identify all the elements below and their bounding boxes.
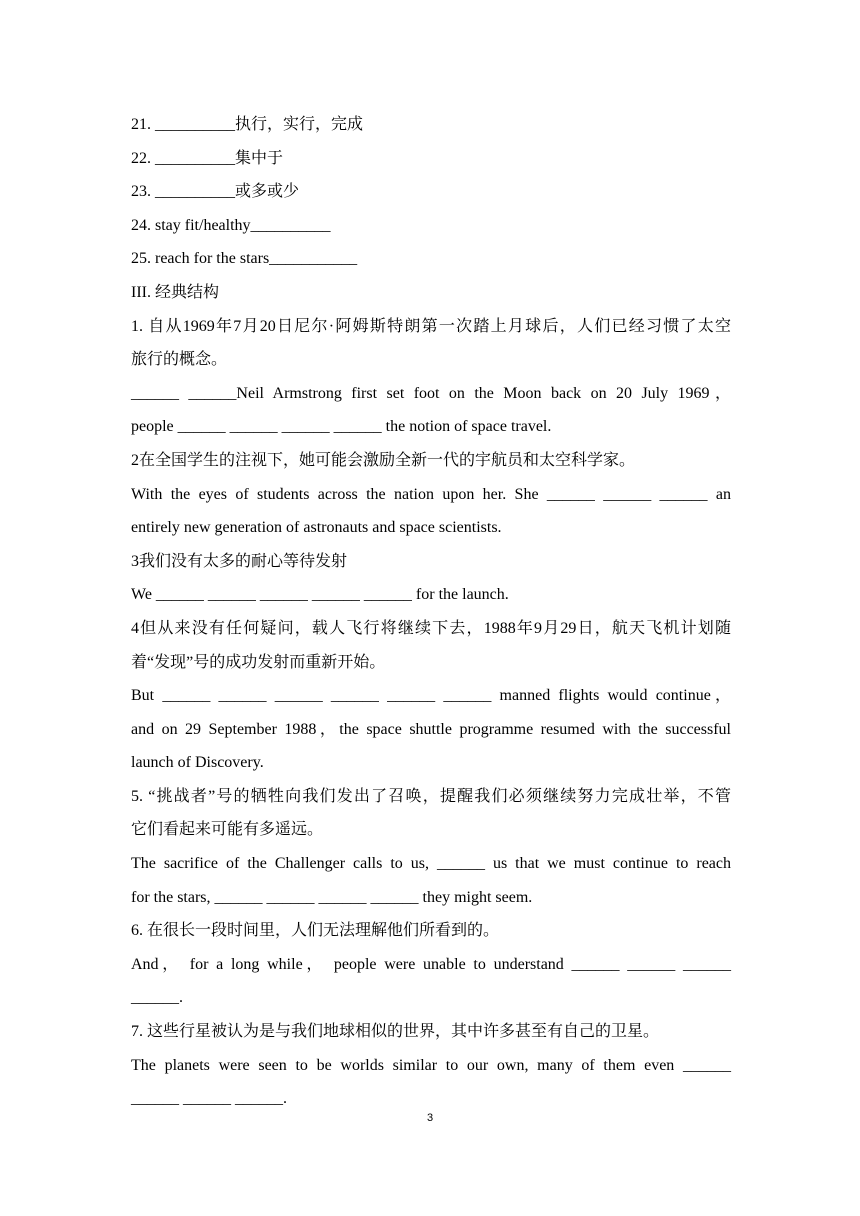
page-content bbox=[131, 108, 731, 1116]
item-2-chinese-line-1: 2在全国学生的注视下，她可能会激励全新一代的宇航员和太空科学家。 bbox=[131, 451, 636, 469]
item-6-chinese-line-1: 6. 在很长一段时间里，人们无法理解他们所看到的。 bbox=[131, 922, 500, 940]
item-4-chinese-line-2: 着“发现”号的成功发射而重新开始。 bbox=[131, 653, 386, 671]
item-5-chinese-line-2: 它们看起来可能有多遥远。 bbox=[131, 821, 324, 839]
item-1-english-line-2: people ______ ______ ______ ______ the notion of space travel. bbox=[131, 418, 552, 436]
vocab-item-22: 22. __________集中于 bbox=[131, 149, 284, 167]
item-7-english-line-2: ______ ______ ______. bbox=[131, 1090, 287, 1108]
item-5-english-line-1: The sacrifice of the Challenger calls to us, ______ us that we must continue to reach bbox=[131, 855, 731, 873]
item-2-english-line-2: entirely new generation of astronauts and space scientists. bbox=[131, 519, 502, 537]
item-6-english-line-2: ______. bbox=[131, 989, 183, 1007]
vocab-item-23: 23. __________或多或少 bbox=[131, 183, 300, 201]
item-3-english-line-1: We ______ ______ ______ ______ ______ for the launch. bbox=[131, 586, 509, 604]
section-heading: III. 经典结构 bbox=[131, 283, 219, 301]
vocab-item-25: 25. reach for the stars___________ bbox=[131, 250, 358, 268]
item-2-english-line-1: With the eyes of students across the nation upon her. She ______ ______ ______ an bbox=[131, 485, 731, 503]
item-4-chinese-line-1: 4但从来没有任何疑问，载人飞行将继续下去，1988年9月29日，航天飞机计划随 bbox=[131, 619, 731, 637]
page-number: 3 bbox=[426, 1112, 434, 1124]
vocab-item-24: 24. stay fit/healthy__________ bbox=[131, 216, 331, 234]
item-7-chinese-line-1: 7. 这些行星被认为是与我们地球相似的世界，其中许多甚至有自己的卫星。 bbox=[131, 1023, 660, 1041]
item-6-english-line-1: And， for a long while， people were unable to understand ______ ______ ______ bbox=[131, 955, 731, 973]
item-1-chinese-line-1: 1. 自从1969年7月20日尼尔·阿姆斯特朗第一次踏上月球后，人们已经习惯了太空 bbox=[131, 317, 731, 335]
item-5-chinese-line-1: 5. “挑战者”号的牺牲向我们发出了召唤，提醒我们必须继续努力完成壮举，不管 bbox=[131, 787, 731, 805]
item-1-chinese-line-2: 旅行的概念。 bbox=[131, 351, 228, 369]
item-1-english-line-1: ______ ______Neil Armstrong first set foot on the Moon back on 20 July 1969， bbox=[131, 384, 731, 402]
item-4-english-line-2: and on 29 September 1988，the space shuttle programme resumed with the successful bbox=[131, 720, 731, 738]
item-7-english-line-1: The planets were seen to be worlds similar to our own, many of them even ______ bbox=[131, 1056, 731, 1074]
item-4-english-line-1: But ______ ______ ______ ______ ______ ______ manned flights would continue， bbox=[131, 687, 731, 705]
item-5-english-line-2: for the stars, ______ ______ ______ ______ they might seem. bbox=[131, 888, 533, 906]
item-4-english-line-3: launch of Discovery. bbox=[131, 754, 264, 772]
vocab-item-21: 21. __________执行，实行，完成 bbox=[131, 116, 364, 133]
item-3-chinese-line-1: 3我们没有太多的耐心等待发射 bbox=[131, 552, 348, 570]
